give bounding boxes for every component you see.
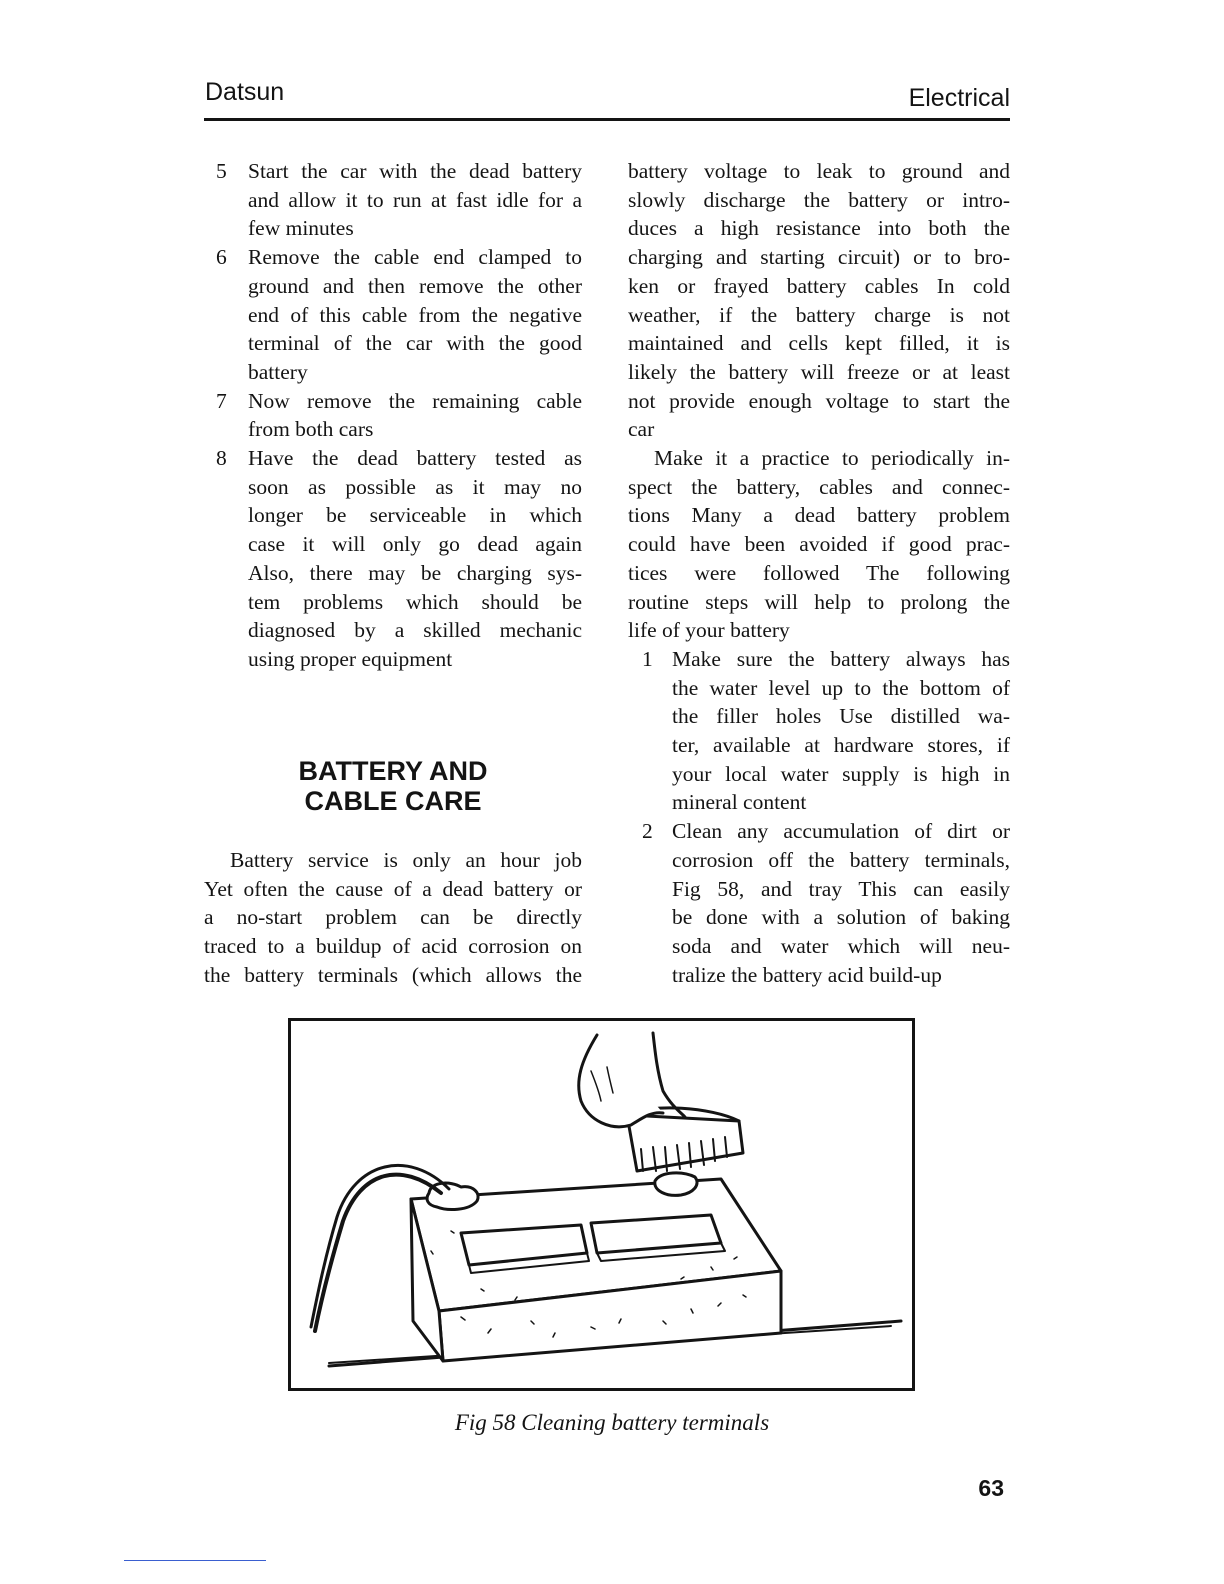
text-line: Also, there may be charging sys- xyxy=(248,560,582,585)
text-line: ter, available at hardware stores, if xyxy=(672,733,1010,758)
list-item xyxy=(204,387,582,444)
text-line: your local water supply is high in xyxy=(672,761,1010,786)
text-line: Make it a practice to periodically in- xyxy=(654,446,1010,471)
text-line: tions Many a dead battery problem xyxy=(628,503,1010,528)
heading-line: CABLE CARE xyxy=(304,786,482,816)
text-line: likely the battery will freeze or at least xyxy=(628,359,1010,384)
text-line: not provide enough voltage to start the xyxy=(628,388,1010,413)
right-column xyxy=(628,157,1010,989)
text-line: the filler holes Use distilled wa- xyxy=(672,704,1010,729)
figure-frame xyxy=(288,1018,915,1391)
text-line: Yet often the cause of a dead battery or xyxy=(204,876,582,901)
text-line: ground and then remove the other xyxy=(248,273,582,298)
text-line: the battery terminals (which allows the xyxy=(204,962,582,987)
page-number: 63 xyxy=(978,1475,1004,1501)
figure-caption: Fig 58 Cleaning battery terminals xyxy=(454,1410,770,1435)
battery-cleaning-illustration xyxy=(291,1021,912,1388)
text-line: using proper equipment xyxy=(248,646,453,671)
running-header-left: Datsun xyxy=(205,78,285,106)
list-number: 6 xyxy=(216,245,227,270)
text-line: battery voltage to leak to ground and xyxy=(628,159,1010,183)
text-line: and allow it to run at fast idle for a xyxy=(248,187,582,212)
text-line: Start the car with the dead battery xyxy=(248,159,582,183)
text-line: diagnosed by a skilled mechanic xyxy=(248,618,582,643)
text-line: soon as possible as it may no xyxy=(248,474,582,499)
text-line: the water level up to the bottom of xyxy=(672,675,1010,700)
text-line: weather, if the battery charge is not xyxy=(628,302,1010,327)
text-line: corrosion off the battery terminals, xyxy=(672,847,1010,872)
text-line: end of this cable from the negative xyxy=(248,302,582,327)
text-line: maintained and cells kept filled, it is xyxy=(628,331,1010,356)
list-number: 2 xyxy=(642,819,653,844)
text-line: Fig 58, and tray This can easily xyxy=(672,876,1010,901)
list-number: 5 xyxy=(216,159,227,183)
text-line: car xyxy=(628,417,655,442)
text-line: few minutes xyxy=(248,216,354,241)
header-rule xyxy=(204,118,1010,121)
text-line: battery xyxy=(248,359,308,384)
text-line: Battery service is only an hour job xyxy=(230,848,582,872)
text-line: ken or frayed battery cables In cold xyxy=(628,273,1010,298)
left-paragraph xyxy=(204,846,582,990)
text-line: slowly discharge the battery or intro- xyxy=(628,187,1010,212)
running-header-right: Electrical xyxy=(908,84,1010,112)
list-item xyxy=(204,444,582,674)
heading-line: BATTERY AND xyxy=(298,756,488,786)
list-item xyxy=(204,243,582,387)
text-line: be done with a solution of baking xyxy=(672,905,1010,930)
text-line: tem problems which should be xyxy=(248,589,582,614)
list-number: 1 xyxy=(642,646,653,671)
terminal-post xyxy=(655,1173,697,1195)
list-item xyxy=(628,817,1010,989)
list-number: 7 xyxy=(216,388,227,413)
section-heading xyxy=(204,756,582,816)
list-number: 8 xyxy=(216,446,227,471)
list-item xyxy=(204,157,582,243)
text-line: Now remove the remaining cable xyxy=(248,388,582,413)
text-line: Remove the cable end clamped to xyxy=(248,245,582,270)
text-line: could have been avoided if good prac- xyxy=(628,532,1010,557)
text-line: spect the battery, cables and connec- xyxy=(628,474,1010,499)
text-line: Make sure the battery always has xyxy=(672,646,1010,671)
text-line: Have the dead battery tested as xyxy=(248,446,582,471)
text-line: from both cars xyxy=(248,417,374,442)
text-line: tices were followed The following xyxy=(628,560,1010,585)
text-line: longer be serviceable in which xyxy=(248,503,582,528)
bottom-divider xyxy=(124,1560,266,1561)
text-line: tralize the battery acid build-up xyxy=(672,962,942,987)
text-line: a no-start problem can be directly xyxy=(204,905,582,930)
text-line: charging and starting circuit) or to bro- xyxy=(628,245,1010,270)
text-line: duces a high resistance into both the xyxy=(628,216,1010,241)
text-line: case it will only go dead again xyxy=(248,532,582,557)
text-line: life of your battery xyxy=(628,618,790,643)
text-line: Clean any accumulation of dirt or xyxy=(672,819,1010,844)
text-line: soda and water which will neu- xyxy=(672,933,1010,958)
text-line: terminal of the car with the good xyxy=(248,331,582,356)
hand-outline xyxy=(579,1035,663,1127)
text-line: traced to a buildup of acid corrosion on xyxy=(204,934,582,959)
text-line: routine steps will help to prolong the xyxy=(628,589,1010,614)
list-item xyxy=(628,645,1010,817)
text-line: mineral content xyxy=(672,790,807,815)
left-column xyxy=(204,157,582,674)
